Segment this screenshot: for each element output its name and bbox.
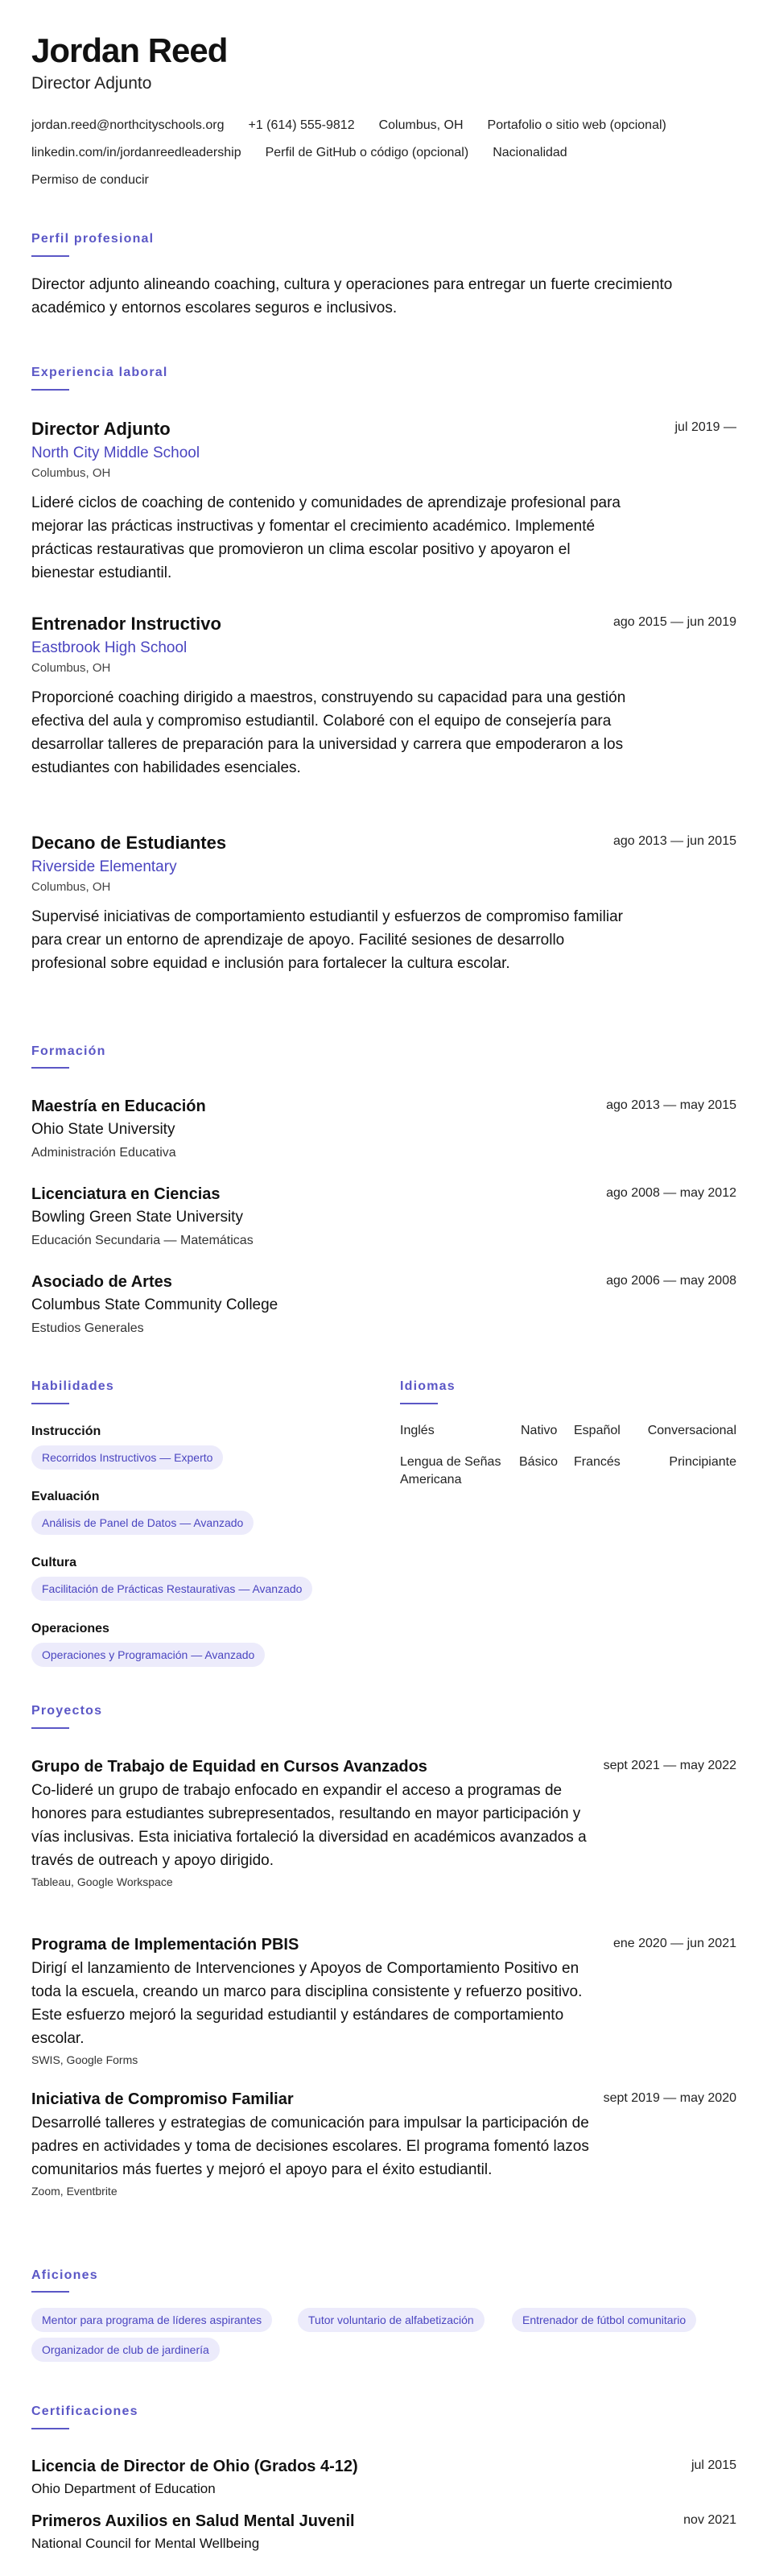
candidate-title: Director Adjunto — [31, 74, 152, 93]
language-name: Español — [574, 1424, 621, 1437]
education-date: ago 2008 — may 2012 — [606, 1186, 736, 1200]
education-field: Estudios Generales — [31, 1321, 144, 1335]
experience-heading: Experiencia laboral — [31, 366, 168, 379]
education-school: Ohio State University — [31, 1121, 175, 1138]
skill-pill: Facilitación de Prácticas Restaurativas — Avanzado — [31, 1577, 312, 1601]
education-item — [31, 1096, 736, 1162]
project-description: Co-lideré un grupo de trabajo enfocado en expandir el acceso a programas de honores para estudiantes subrepresentados, resultando en mayor participación y vías inclusivas. Esta iniciativa fortaleció la diversidad en académicos avanzados a través de outreach y apoyo dirigido. — [31, 1782, 587, 1869]
project-title: Grupo de Trabajo de Equidad en Cursos Avanzados — [31, 1758, 427, 1776]
language-name: Lengua de Señas Americana — [400, 1455, 501, 1486]
education-field: Educación Secundaria — Matemáticas — [31, 1234, 254, 1247]
education-school: Bowling Green State University — [31, 1209, 243, 1226]
hobby-pill: Mentor para programa de líderes aspirantes — [31, 2308, 272, 2332]
education-heading-rule — [31, 1067, 69, 1069]
experience-item — [31, 613, 736, 779]
skills-heading: Habilidades — [31, 1379, 115, 1393]
hobby-pill: Tutor voluntario de alfabetización — [298, 2308, 485, 2332]
contact-phone[interactable]: +1 (614) 555-9812 — [248, 118, 355, 132]
experience-org: North City Middle School — [31, 444, 200, 461]
certification-title: Primeros Auxilios en Salud Mental Juvenil — [31, 2512, 355, 2530]
project-item — [31, 2089, 736, 2198]
certification-issuer: Ohio Department of Education — [31, 2481, 216, 2496]
skill-category: Cultura — [31, 1556, 76, 1569]
education-degree: Asociado de Artes — [31, 1273, 172, 1291]
experience-heading-rule — [31, 389, 69, 391]
project-tech: Tableau, Google Workspace — [31, 1875, 173, 1888]
skill-pill: Análisis de Panel de Datos — Avanzado — [31, 1511, 254, 1535]
contact-nationality: Nacionalidad — [493, 146, 567, 159]
certification-issuer: National Council for Mental Wellbeing — [31, 2536, 260, 2551]
hobbies-heading: Aficiones — [31, 2268, 98, 2282]
experience-date: jul 2019 — — [674, 420, 736, 434]
languages-heading: Idiomas — [400, 1379, 456, 1393]
skills-heading-rule — [31, 1403, 69, 1404]
languages-heading-rule — [400, 1403, 438, 1404]
skill-category: Evaluación — [31, 1490, 100, 1503]
experience-date: ago 2013 — jun 2015 — [612, 834, 736, 848]
project-title: Programa de Implementación PBIS — [31, 1936, 299, 1954]
certification-date: nov 2021 — [683, 2513, 736, 2527]
project-description: Desarrollé talleres y estrategias de comunicación para impulsar la participación de padres en actividades y toma de decisiones escolares. El programa fomentó lazos comunitarios más fuertes y mejoró el apoyo para el éxito estudiantil. — [31, 2115, 589, 2178]
education-degree: Maestría en Educación — [31, 1098, 206, 1115]
experience-org: Riverside Elementary — [31, 858, 177, 875]
hobbies-heading-rule — [31, 2291, 69, 2293]
project-item — [31, 1934, 736, 2067]
project-title: Iniciativa de Compromiso Familiar — [31, 2090, 294, 2108]
experience-item — [31, 832, 736, 975]
language-level: Principiante — [669, 1455, 736, 1469]
contact-email[interactable]: jordan.reed@northcityschools.org — [31, 118, 225, 132]
experience-title: Decano de Estudiantes — [31, 833, 227, 853]
language-name: Inglés — [400, 1424, 435, 1437]
skill-category: Instrucción — [31, 1424, 101, 1438]
experience-date: ago 2015 — jun 2019 — [612, 615, 736, 629]
experience-location: Columbus, OH — [31, 880, 111, 894]
education-date: ago 2006 — may 2008 — [606, 1274, 736, 1288]
experience-title: Director Adjunto — [31, 419, 171, 439]
project-item — [31, 1756, 736, 1889]
contact-driving-license: Permiso de conducir — [31, 173, 149, 187]
project-tech: Zoom, Eventbrite — [31, 2185, 118, 2198]
education-date: ago 2013 — may 2015 — [606, 1098, 736, 1112]
education-field: Administración Educativa — [31, 1146, 176, 1160]
experience-description: Proporcioné coaching dirigido a maestros, construyendo su capacidad para una gestión efectiva del aula y compromiso estudiantil. Colaboré con el equipo de consejería para desarrollar talleres de preparación para la universidad y carrera que empoderaron a los estudiantes con habilidades esenciales. — [31, 689, 626, 776]
education-degree: Licenciatura en Ciencias — [31, 1185, 221, 1203]
experience-location: Columbus, OH — [31, 466, 111, 480]
certification-item — [31, 2511, 736, 2553]
education-item — [31, 1184, 736, 1250]
contact-row-3 — [31, 172, 149, 188]
language-level: Nativo — [521, 1424, 558, 1437]
language-level: Básico — [519, 1455, 559, 1469]
certification-date: jul 2015 — [691, 2458, 736, 2472]
skill-pill: Operaciones y Programación — Avanzado — [31, 1643, 265, 1667]
contact-location: Columbus, OH — [378, 118, 464, 132]
project-description: Dirigí el lanzamiento de Intervenciones y Apoyos de Comportamiento Positivo en toda la escuela, creando un marco para disciplina consistente y refuerzo positivo. Este esfuerzo mejoró la seguridad estudiantil y estándares de comportamiento escolar. — [31, 1960, 583, 2047]
education-school: Columbus State Community College — [31, 1296, 278, 1313]
contact-row-2 — [31, 145, 567, 161]
contact-row-1 — [31, 118, 666, 134]
certifications-heading-rule — [31, 2428, 69, 2429]
experience-org: Eastbrook High School — [31, 639, 188, 656]
experience-description: Lideré ciclos de coaching de contenido y comunidades de aprendizaje profesional para mejorar las prácticas instructivas y fomentar el crecimiento académico. Implementé prácticas restaurativas que promovieron un clima escolar positivo y apoyaron el bienestar estudiantil. — [31, 494, 621, 581]
hobby-pill: Entrenador de fútbol comunitario — [512, 2308, 696, 2332]
project-date: sept 2019 — may 2020 — [603, 2091, 736, 2105]
contact-portfolio[interactable]: Portafolio o sitio web (opcional) — [487, 118, 666, 132]
projects-heading-rule — [31, 1727, 69, 1729]
certification-title: Licencia de Director de Ohio (Grados 4-12) — [31, 2458, 358, 2475]
skill-category: Operaciones — [31, 1622, 109, 1635]
project-tech: SWIS, Google Forms — [31, 2053, 138, 2066]
experience-item — [31, 418, 736, 585]
certifications-heading: Certificaciones — [31, 2404, 138, 2418]
education-heading: Formación — [31, 1044, 106, 1058]
project-date: sept 2021 — may 2022 — [603, 1759, 736, 1772]
profile-summary: Director adjunto alineando coaching, cultura y operaciones para entregar un fuerte crecimiento académico y entornos escolares seguros e inclusivos. — [31, 276, 673, 316]
contact-linkedin[interactable]: linkedin.com/in/jordanreedleadership — [31, 146, 241, 159]
hobby-pill: Organizador de club de jardinería — [31, 2338, 220, 2362]
profile-heading-rule — [31, 255, 69, 257]
experience-description: Supervisé iniciativas de comportamiento estudiantil y esfuerzos de compromiso familiar para crear un entorno de aprendizaje de apoyo. Facilité sesiones de desarrollo profesional sobre equidad e inclusión para fortalecer la cultura escolar. — [31, 908, 623, 972]
certification-item — [31, 2456, 736, 2499]
language-name: Francés — [574, 1455, 621, 1469]
profile-heading: Perfil profesional — [31, 232, 155, 246]
experience-location: Columbus, OH — [31, 661, 111, 675]
project-date: ene 2020 — jun 2021 — [612, 1937, 736, 1950]
language-level: Conversacional — [647, 1424, 736, 1437]
education-item — [31, 1271, 736, 1338]
projects-heading: Proyectos — [31, 1704, 103, 1718]
candidate-name: Jordan Reed — [31, 31, 228, 69]
contact-github[interactable]: Perfil de GitHub o código (opcional) — [265, 146, 469, 159]
experience-title: Entrenador Instructivo — [31, 614, 221, 634]
skill-pill: Recorridos Instructivos — Experto — [31, 1445, 223, 1470]
